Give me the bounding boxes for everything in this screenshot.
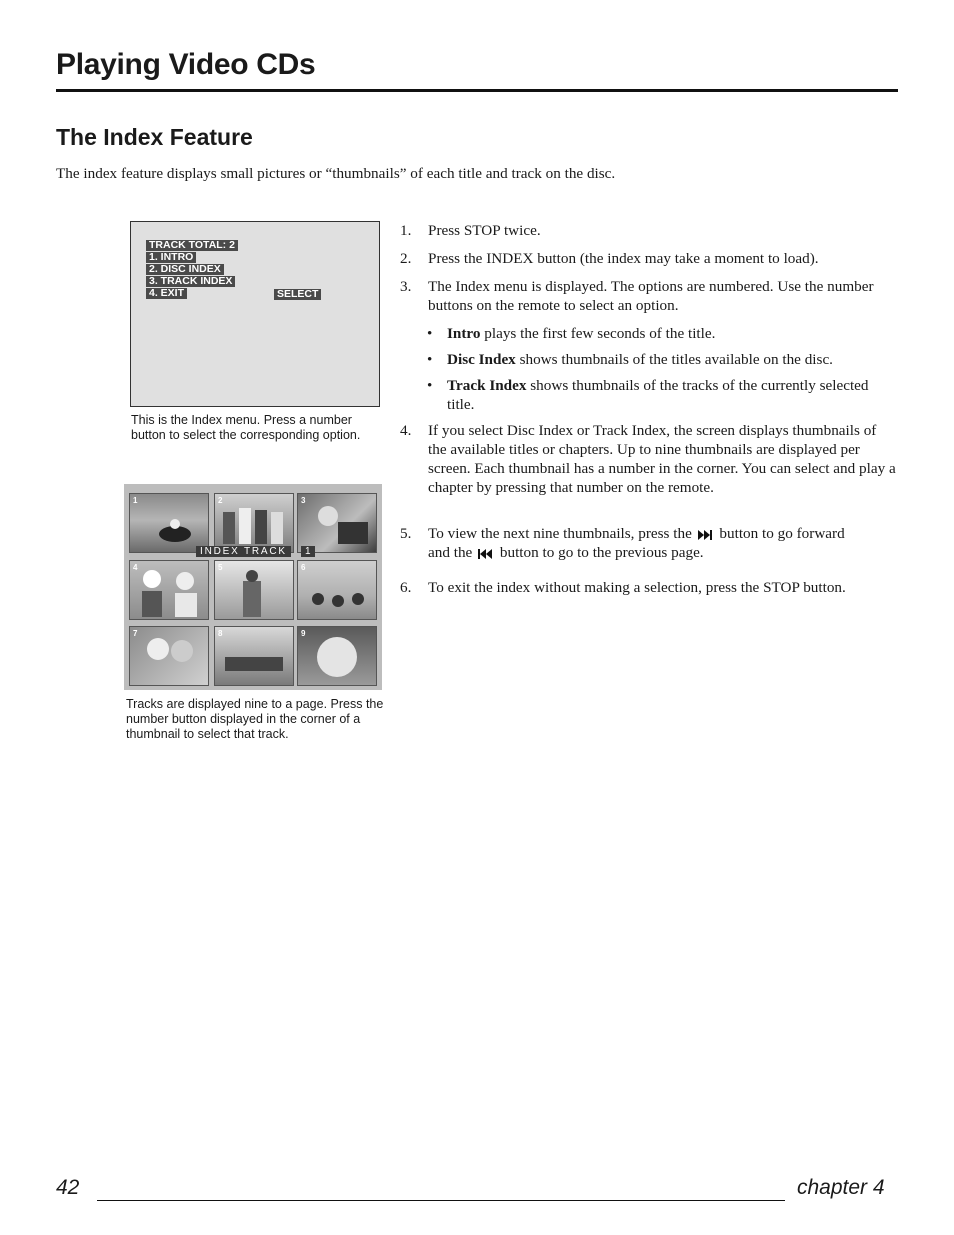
bullet-text <box>447 350 897 369</box>
bullet-label: Intro <box>447 325 481 342</box>
step-number: 5. <box>400 525 412 542</box>
thumbnail <box>214 493 294 553</box>
thumb-number: 5 <box>218 563 223 572</box>
thumbnail <box>297 626 377 686</box>
motorcycle-photo-icon <box>130 494 208 552</box>
thumbnail <box>297 493 377 553</box>
thumb-number: 8 <box>218 629 223 638</box>
family-photo-icon <box>130 627 208 685</box>
step-text: The Index menu is displayed. The options are numbered. Use the number buttons on the remote to select an option. <box>428 278 874 314</box>
race-photo-icon <box>298 561 376 619</box>
thumbnails-caption: Tracks are displayed nine to a page. Press the number button displayed in the corner of a thumbnail to select that track. <box>126 697 384 741</box>
bullet-icon: • <box>427 377 433 394</box>
step-5-part-b: button to go forward <box>719 525 845 542</box>
thumb-number: 7 <box>133 629 138 638</box>
step-number: 4. <box>400 422 412 439</box>
step-5-part-c: and the <box>428 544 473 561</box>
step-5-part-a: To view the next nine thumbnails, press the <box>428 525 692 542</box>
step-text <box>428 524 898 562</box>
step-number: 6. <box>400 579 412 596</box>
bullet-icon: • <box>427 351 433 368</box>
index-track-number: 1 <box>301 546 315 557</box>
atv-photo-icon <box>215 627 293 685</box>
thumbnail <box>129 626 209 686</box>
bullet-label: Track Index <box>447 377 527 394</box>
thumb-number: 1 <box>133 496 138 505</box>
celebration-photo-icon <box>215 561 293 619</box>
step-text: Press the INDEX button (the index may take a moment to load). <box>428 250 819 267</box>
thumbnail <box>129 493 209 553</box>
page-number: 42 <box>56 1176 80 1199</box>
menu-line-intro: 1. INTRO <box>146 252 196 263</box>
step-text: To exit the index without making a selection, press the STOP button. <box>428 579 846 596</box>
step-number: 2. <box>400 250 412 267</box>
child-face-photo-icon <box>298 627 376 685</box>
index-track-screen <box>124 484 382 690</box>
bullet-description: shows thumbnails of the titles available on the disc. <box>515 351 833 368</box>
thumb-number: 6 <box>301 563 306 572</box>
menu-line-track-total: TRACK TOTAL: 2 <box>146 240 238 251</box>
section-title: The Index Feature <box>56 124 253 150</box>
step-number: 3. <box>400 278 412 295</box>
step-number: 1. <box>400 222 412 239</box>
bullet-text <box>447 324 897 343</box>
thumb-number: 2 <box>218 496 223 505</box>
index-menu-screen <box>130 221 380 407</box>
step-5-part-d: button to go to the previous page. <box>499 544 704 561</box>
thumb-number: 9 <box>301 629 306 638</box>
title-rule <box>56 89 898 92</box>
skip-forward-icon <box>698 530 714 540</box>
thumb-number: 3 <box>301 496 306 505</box>
index-track-banner: INDEX TRACK <box>196 546 291 557</box>
menu-line-track-index: 3. TRACK INDEX <box>146 276 235 287</box>
menu-caption: This is the Index menu. Press a number button to select the corresponding option. <box>131 413 361 442</box>
page-title: Playing Video CDs <box>56 48 316 81</box>
kids-photo-icon <box>130 561 208 619</box>
thumbnail <box>297 560 377 620</box>
bullet-icon: • <box>427 325 433 342</box>
thumbnail <box>214 560 294 620</box>
rider-photo-icon <box>298 494 376 552</box>
skip-back-icon <box>478 549 494 559</box>
thumbnail <box>214 626 294 686</box>
thumb-number: 4 <box>133 563 138 572</box>
group-photo-icon <box>215 494 293 552</box>
menu-line-disc-index: 2. DISC INDEX <box>146 264 224 275</box>
step-text: Press STOP twice. <box>428 222 541 239</box>
menu-select-label: SELECT <box>274 289 321 300</box>
menu-line-exit: 4. EXIT <box>146 288 187 299</box>
bullet-description: shows thumbnails of the tracks of the currently selected title. <box>447 377 869 413</box>
chapter-label: chapter 4 <box>797 1176 885 1199</box>
bullet-label: Disc Index <box>447 351 516 368</box>
bullet-description: plays the first few seconds of the title. <box>480 325 716 342</box>
intro-text: The index feature displays small pictures or “thumbnails” of each title and track on the disc. <box>56 165 616 182</box>
footer-rule <box>97 1200 785 1201</box>
bullet-text <box>447 376 897 414</box>
thumbnail <box>129 560 209 620</box>
step-text: If you select Disc Index or Track Index, the screen displays thumbnails of the available titles or chapters. Up to nine thumbnails are displayed per screen. Each thumbnail has a number in the corner. You can select and play a chapter by pressing that number on the remote. <box>428 422 896 496</box>
